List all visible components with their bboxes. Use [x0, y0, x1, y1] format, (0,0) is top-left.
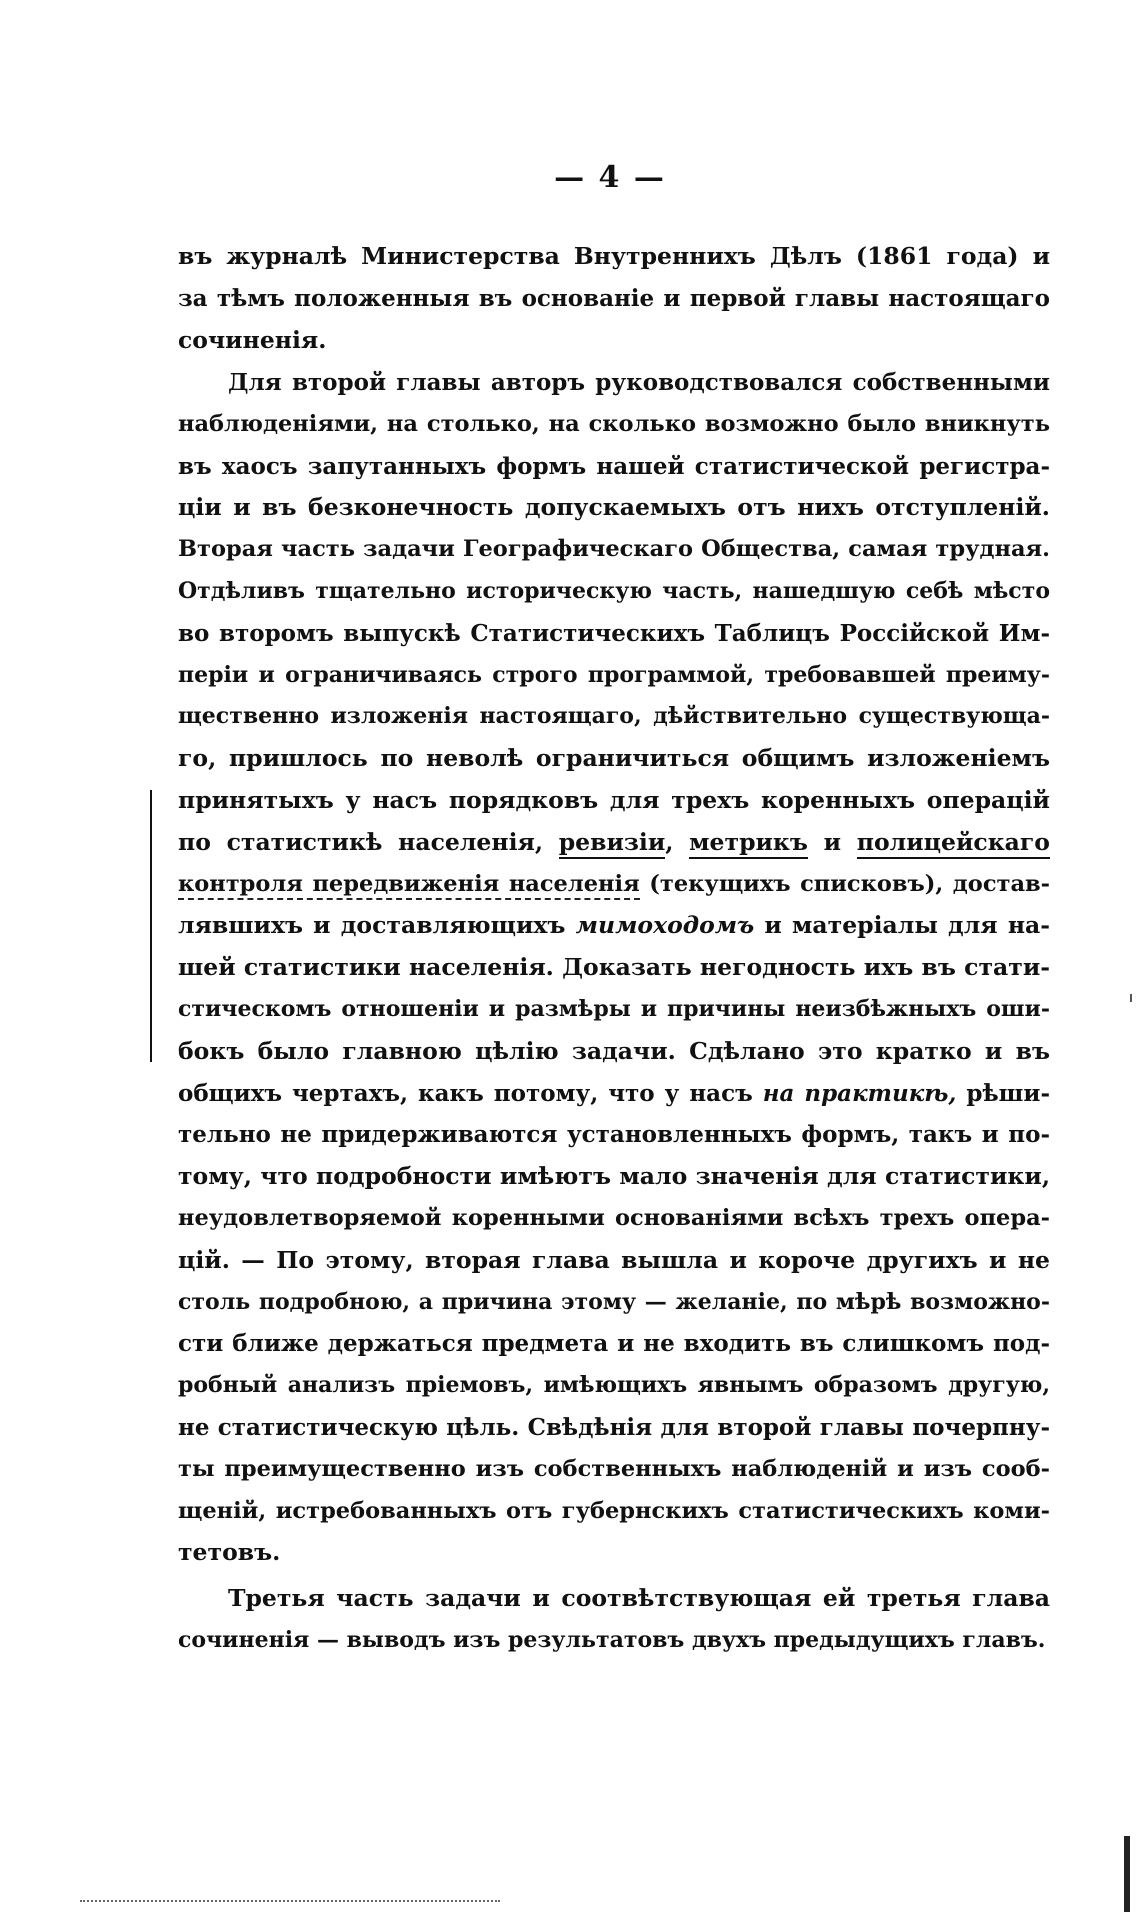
text-line: неудовлетворяемой коренными основаніями всѣхъ трехъ опера-: [178, 1204, 1050, 1231]
paragraph-3: [178, 1578, 1050, 1662]
text-line: Третья часть задачи и соотвѣтствующая ей третья глава: [228, 1584, 1050, 1612]
text-segment: общихъ чертахъ, какъ потому, что у насъ: [178, 1079, 753, 1107]
text-line: Для второй главы авторъ руководствовался собственными: [228, 369, 1050, 396]
text-segment: рѣши-: [966, 1079, 1050, 1107]
text-line: сочиненія.: [178, 325, 327, 354]
text-line: робный анализъ пріемовъ, имѣющихъ явнымъ образомъ другую,: [178, 1372, 1050, 1399]
text-line: періи и ограничиваясь строго программой, требовавшей преиму-: [178, 661, 1050, 688]
text-segment: по статистикѣ населенія,: [178, 827, 544, 856]
text-segment: лявшихъ и доставляющихъ: [178, 911, 566, 940]
scan-edge-mark: [1124, 1836, 1130, 1912]
margin-bracket-mark: [150, 790, 164, 1062]
text-line: тому, что подробности имѣютъ мало значенія для статистики,: [178, 1162, 1050, 1191]
text-line: наблюденіями, на столько, на сколько возможно было вникнуть: [178, 410, 1050, 437]
text-line: Вторая часть задачи Географическаго Общества, самая трудная.: [178, 536, 1050, 563]
paragraph-2: [178, 362, 1050, 1574]
comma: ,: [665, 827, 674, 856]
text-line: Отдѣливъ тщательно историческую часть, нашедшую себѣ мѣсто: [178, 577, 1050, 604]
text-line: сти ближе держаться предмета и не входить въ слишкомъ под-: [178, 1330, 1050, 1358]
text-segment: и матеріалы для на-: [764, 911, 1050, 940]
emphasized-word: на практикѣ,: [762, 1079, 957, 1107]
text-line-underlined: [178, 864, 1050, 906]
text-line: щеній, истребованныхъ отъ губернскихъ статистическихъ коми-: [178, 1497, 1050, 1524]
text-line: тельно не придерживаются установленныхъ формъ, такъ и по-: [178, 1121, 1050, 1149]
underlined-term-kontrol: контроля передвиженія населенія: [178, 871, 640, 900]
text-line: [178, 905, 1050, 947]
underlined-term-revizii: ревизіи: [559, 828, 666, 859]
text-line: [178, 1073, 1050, 1115]
text-line: столь подробною, а причина этому — желаніе, по мѣрѣ возможно-: [178, 1288, 1050, 1315]
text-line: цій. — По этому, вторая глава вышла и короче другихъ и не: [178, 1245, 1050, 1274]
text-line: шей статистики населенія. Доказать негодность ихъ въ стати-: [178, 953, 1050, 982]
paragraph-1: [178, 236, 1050, 361]
text-line: ты преимущественно изъ собственныхъ наблюденій и изъ сооб-: [178, 1455, 1050, 1482]
conjunction: и: [823, 827, 842, 856]
text-line: ціи и въ безконечность допускаемыхъ отъ нихъ отступленій.: [178, 493, 1050, 522]
text-line: въ журналѣ Министерства Внутреннихъ Дѣлъ (1861 года) и: [178, 242, 1050, 270]
text-line: тетовъ.: [178, 1538, 281, 1567]
emphasized-word: мимоходомъ: [575, 911, 755, 940]
text-line: принятыхъ у насъ порядковъ для трехъ коренныхъ операцій: [178, 785, 1050, 814]
text-line: сочиненія — выводъ изъ результатовъ двухъ предыдущихъ главъ.: [178, 1626, 1046, 1653]
text-line: стическомъ отношеніи и размѣры и причины неизбѣжныхъ оши-: [178, 995, 1050, 1022]
underlined-term-metrik: метрикъ: [689, 828, 808, 859]
underlined-term-politseiskago: полицейскаго: [857, 828, 1050, 859]
text-line: не статистическую цѣль. Свѣдѣнія для второй главы почерпну-: [178, 1413, 1050, 1441]
scan-bottom-noise: [80, 1896, 500, 1902]
page-number: — 4 —: [554, 160, 666, 195]
text-segment: (текущихъ списковъ), достав-: [649, 870, 1051, 897]
text-line: го, пришлось по неволѣ ограничиться общимъ изложеніемъ: [178, 744, 1050, 773]
text-line: во второмъ выпускѣ Статистическихъ Таблицъ Россійской Им-: [178, 619, 1050, 647]
text-line-underlined: [178, 822, 1050, 864]
text-line: въ хаосъ запутанныхъ формъ нашей статистической регистра-: [178, 452, 1050, 480]
text-line: щественно изложенія настоящаго, дѣйствительно существующа-: [178, 703, 1050, 730]
scan-speck: [1130, 994, 1132, 1002]
text-line: бокъ было главною цѣлію задачи. Сдѣлано это кратко и въ: [178, 1036, 1050, 1065]
text-line: за тѣмъ положенныя въ основаніе и первой главы настоящаго: [178, 284, 1050, 312]
